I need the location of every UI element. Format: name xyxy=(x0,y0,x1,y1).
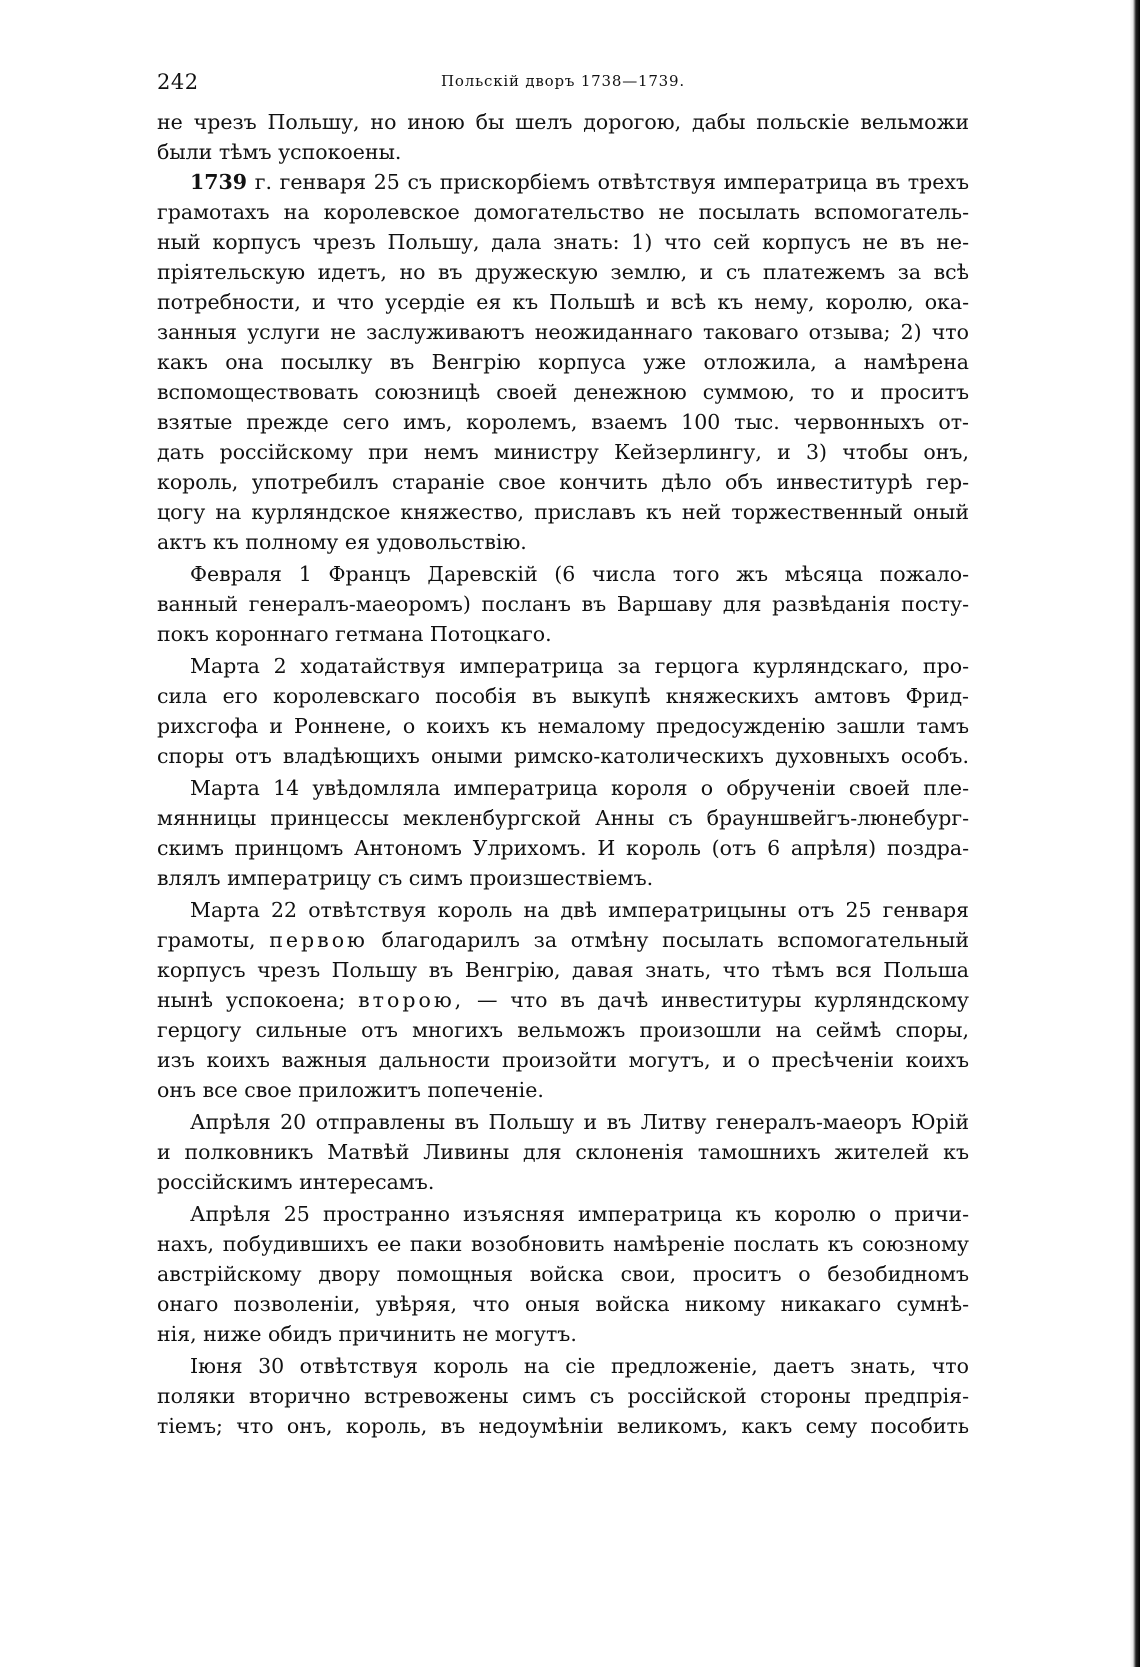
text-line: ванный генералъ-маеоромъ) посланъ въ Варшаву для развѣданія посту- xyxy=(157,592,969,616)
text-line: Марта 22 отвѣтствуя король на двѣ императрицыны отъ 25 генваря xyxy=(190,898,969,922)
text-line: мянницы принцессы мекленбургской Анны съ брауншвейгъ-люнебург- xyxy=(157,806,969,830)
text-line: влялъ императрицу съ симъ произшествіемъ. xyxy=(157,866,654,890)
year-numeral: 1739 xyxy=(190,170,248,194)
text-line: сила его королевскаго пособія въ выкупѣ княжескихъ амтовъ Фрид- xyxy=(157,684,969,708)
text-line: грамотахъ на королевское домогательство не посылать вспомогатель- xyxy=(157,200,969,224)
text-line: 1739 г. генваря 25 съ прискорбіемъ отвѣтствуя императрица въ трехъ xyxy=(190,170,969,194)
text-line: споры отъ владѣющихъ оными римско-католическихъ духовныхъ особъ. xyxy=(157,744,969,768)
text-line: нынѣ успокоена; второю, — что въ дачѣ инвеституры курляндскому xyxy=(157,988,969,1012)
text-line: австрійскому двору помощныя войска свои, проситъ о безобидномъ xyxy=(157,1262,969,1286)
text-line: вспомоществовать союзницѣ своей денежною суммою, то и проситъ xyxy=(157,380,969,404)
text-line: Іюня 30 отвѣтствуя король на сіе предложеніе, даетъ знать, что xyxy=(190,1354,969,1378)
text-line: корпусъ чрезъ Польшу въ Венгрію, давая знать, что тѣмъ вся Польша xyxy=(157,958,969,982)
text-line: дать россійскому при немъ министру Кейзерлингу, и 3) чтобы онъ, xyxy=(157,440,969,464)
text-line: Марта 2 ходатайствуя императрица за герцога курляндскаго, про- xyxy=(190,654,969,678)
spaced-emphasis: второю, xyxy=(358,988,465,1012)
text-line: Февраля 1 Францъ Даревскій (6 числа того жъ мѣсяца пожало- xyxy=(190,562,969,586)
text-line: грамоты, первою благодарилъ за отмѣну посылать вспомогательный xyxy=(157,928,969,952)
text-line: россійскимъ интересамъ. xyxy=(157,1170,435,1194)
text-line: пріятельскую идетъ, но въ дружескую землю, и съ платежемъ за всѣ xyxy=(157,260,969,284)
page-number: 242 xyxy=(157,70,199,94)
scan-binding-edge xyxy=(1130,0,1140,1667)
text-line: цогу на курляндское княжество, приславъ къ ней торжественный оный xyxy=(157,500,969,524)
text-line: не чрезъ Польшу, но иною бы шелъ дорогою, дабы польскіе вельможи xyxy=(157,110,969,134)
text-line: актъ къ полному ея удовольствію. xyxy=(157,530,527,554)
text-line: Марта 14 увѣдомляла императрица короля о обрученіи своей пле- xyxy=(190,776,969,800)
text-line: рихсгофа и Роннене, о коихъ къ немалому предосужденію зашли тамъ xyxy=(157,714,969,738)
text-line: онъ все свое приложитъ попеченіе. xyxy=(157,1078,544,1102)
text-line: занныя услуги не заслуживаютъ неожиданнаго таковаго отзыва; 2) что xyxy=(157,320,969,344)
spaced-emphasis: первою xyxy=(269,928,368,952)
text-line: король, употребилъ стараніе свое кончить дѣло объ инвеститурѣ гер- xyxy=(157,470,969,494)
text-line: Апрѣля 25 пространно изъясняя императрица къ королю о причи- xyxy=(190,1202,969,1226)
text-line: какъ она посылку въ Венгрію корпуса уже отложила, а намѣрена xyxy=(157,350,969,374)
text-line: герцогу сильные отъ многихъ вельможъ произошли на сеймѣ споры, xyxy=(157,1018,969,1042)
text-line: поляки вторично встревожены симъ съ россійской стороны предпрія- xyxy=(157,1384,969,1408)
body-text xyxy=(157,107,969,1441)
text-line: нахъ, побудившихъ ее паки возобновить намѣреніе послать къ союзному xyxy=(157,1232,969,1256)
text-line: и полковникъ Матвѣй Ливины для склоненія тамошнихъ жителей къ xyxy=(157,1140,969,1164)
running-title: Польскій дворъ 1738—1739. xyxy=(441,72,685,90)
text-line: покъ короннаго гетмана Потоцкаго. xyxy=(157,622,552,646)
text-line: тіемъ; что онъ, король, въ недоумѣніи великомъ, какъ сему пособить xyxy=(157,1414,969,1438)
text-line: онаго позволеніи, увѣряя, что оныя войска никому никакаго сумнѣ- xyxy=(157,1292,969,1316)
text-line: взятые прежде сего имъ, королемъ, взаемъ 100 тыс. червонныхъ от- xyxy=(157,410,969,434)
text-line: изъ коихъ важныя дальности произойти могутъ, и о пресѣченіи коихъ xyxy=(157,1048,969,1072)
text-line: ный корпусъ чрезъ Польшу, дала знать: 1) что сей корпусъ не въ не- xyxy=(157,230,969,254)
text-line: нія, ниже обидъ причинить не могутъ. xyxy=(157,1322,577,1346)
text-line: были тѣмъ успокоены. xyxy=(157,140,402,164)
text-line: скимъ принцомъ Антономъ Улрихомъ. И король (отъ 6 апрѣля) поздра- xyxy=(157,836,969,860)
text-line: Апрѣля 20 отправлены въ Польшу и въ Литву генералъ-маеоръ Юрій xyxy=(190,1110,969,1134)
text-line: потребности, и что усердіе ея къ Польшѣ и всѣ къ нему, королю, ока- xyxy=(157,290,969,314)
page-header xyxy=(157,70,969,100)
